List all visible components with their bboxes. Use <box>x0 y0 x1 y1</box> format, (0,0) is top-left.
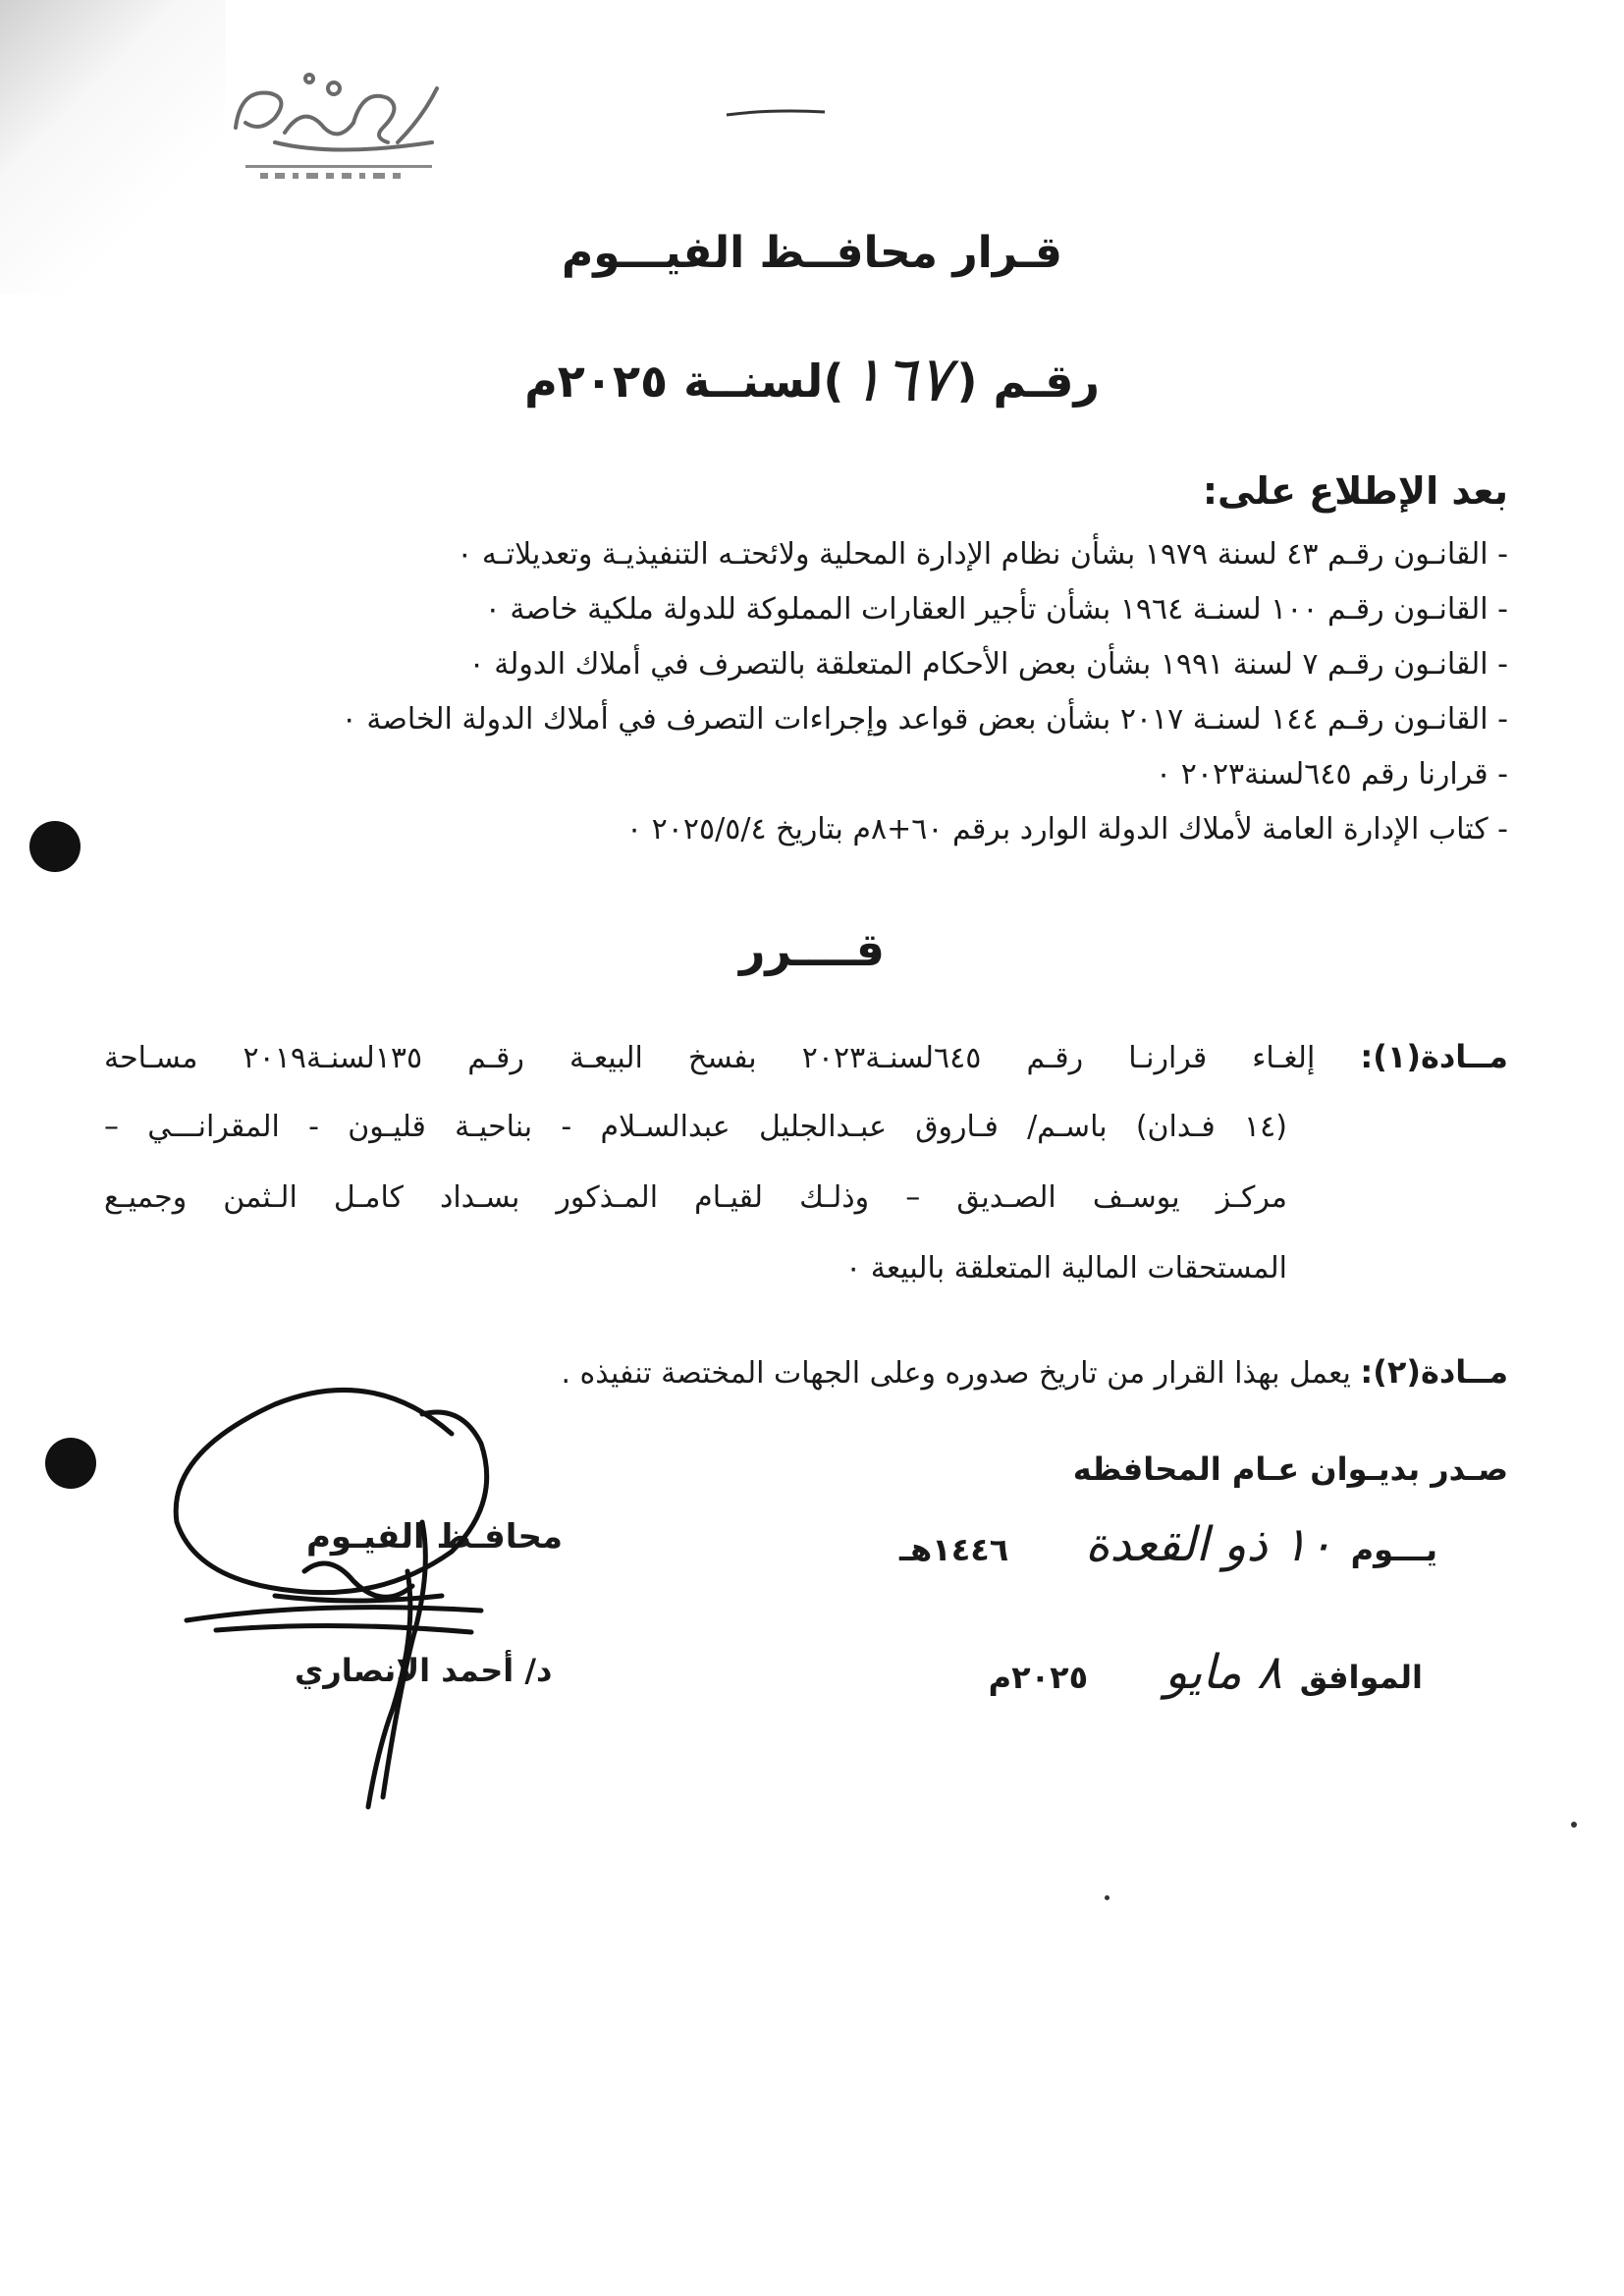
reference-item: - القانـون رقـم ٤٣ لسنة ١٩٧٩ بشأن نظام الإدارة المحلية ولائحتـه التنفيذيـة وتعديلاتـه ٠ <box>457 537 1508 572</box>
reference-item: - كتاب الإدارة العامة لأملاك الدولة الوارد برقم ٦٠+٨م بتاريخ ٢٠٢٥/٥/٤ ٠ <box>625 812 1508 847</box>
number-prefix: رقـم ( <box>956 355 1100 408</box>
article-1-line <box>104 1021 1508 1092</box>
governor-name: د/ أحمد الانصاري <box>295 1652 553 1689</box>
article-1-line: المستحقات المالية المتعلقة بالبيعة ٠ <box>845 1251 1287 1285</box>
governor-signature <box>157 1375 553 1836</box>
reference-item: - القانـون رقـم ١٠٠ لسنـة ١٩٦٤ بشأن تأجير العقارات المملوكة للدولة ملكية خاصة ٠ <box>484 592 1508 627</box>
article-1-line: (١٤ فـدان) باسـم/ فـاروق عبـدالجليل عبدالسـلام - بناحيـة قليـون - المقرانـــي – <box>104 1110 1287 1144</box>
decree-number-line <box>0 344 1624 416</box>
article-2-text: يعمل بهذا القرار من تاريخ صدوره وعلى الجهات المختصة تنفيذه . <box>561 1356 1351 1391</box>
issued-at: صـدر بديـوان عـام المحافظه <box>1072 1450 1508 1488</box>
fayoum-logo <box>216 49 461 196</box>
hijri-handwritten-date: ١٠ ذو القعدة <box>1085 1517 1333 1572</box>
hijri-date-line <box>899 1517 1437 1572</box>
number-suffix: )لسنــة ٢٠٢٥م <box>524 355 844 408</box>
punch-hole <box>29 821 81 872</box>
article-2-label: مــادة(٢): <box>1360 1353 1508 1391</box>
scan-speck <box>1105 1895 1110 1900</box>
reference-item: - القانـون رقـم ١٤٤ لسنـة ٢٠١٧ بشأن بعض قواعد وإجراءات التصرف في أملاك الدولة الخاصة ٠ <box>341 702 1508 737</box>
gregorian-prefix: الموافق <box>1299 1659 1423 1696</box>
gregorian-date-line <box>989 1645 1423 1700</box>
punch-hole <box>45 1438 96 1489</box>
scan-speck <box>1571 1822 1577 1828</box>
gregorian-year: ٢٠٢٥م <box>988 1659 1089 1696</box>
decision-heading: قــــرر <box>738 923 886 976</box>
article-1-label: مــادة(١): <box>1360 1038 1508 1075</box>
gregorian-handwritten-date: ٨ مايو <box>1164 1645 1282 1700</box>
reference-item: - القانـون رقـم ٧ لسنة ١٩٩١ بشأن بعض الأحكام المتعلقة بالتصرف في أملاك الدولة ٠ <box>468 647 1508 682</box>
governor-title: محافـظ الفيـوم <box>306 1517 564 1557</box>
hijri-prefix: يـــوم <box>1350 1531 1437 1568</box>
decree-title: قـرار محافــظ الفيـــوم <box>562 228 1062 278</box>
top-dash-mark <box>722 106 830 120</box>
reference-list <box>84 527 1508 857</box>
article-1-text: إلغـاء قرارنـا رقـم ٦٤٥لسنـة٢٠٢٣ بفسخ البيعـة رقـم ١٣٥لسنـة٢٠١٩ مسـاحة <box>104 1041 1316 1075</box>
preamble-heading: بعد الإطلاع على: <box>1202 469 1508 513</box>
hijri-year: ١٤٤٦هـ <box>899 1531 1009 1568</box>
reference-item: - قرارنا رقم ٦٤٥لسنة٢٠٢٣ ٠ <box>1156 757 1508 792</box>
handwritten-number: ١٦٧ <box>849 344 951 416</box>
article-1-line: مركـز يوسـف الصـديق – وذلـك لقيـام المـذكور بسـداد كامـل الـثمن وجميـع <box>104 1180 1287 1215</box>
article-1 <box>104 1021 1508 1304</box>
article-2 <box>561 1353 1508 1391</box>
